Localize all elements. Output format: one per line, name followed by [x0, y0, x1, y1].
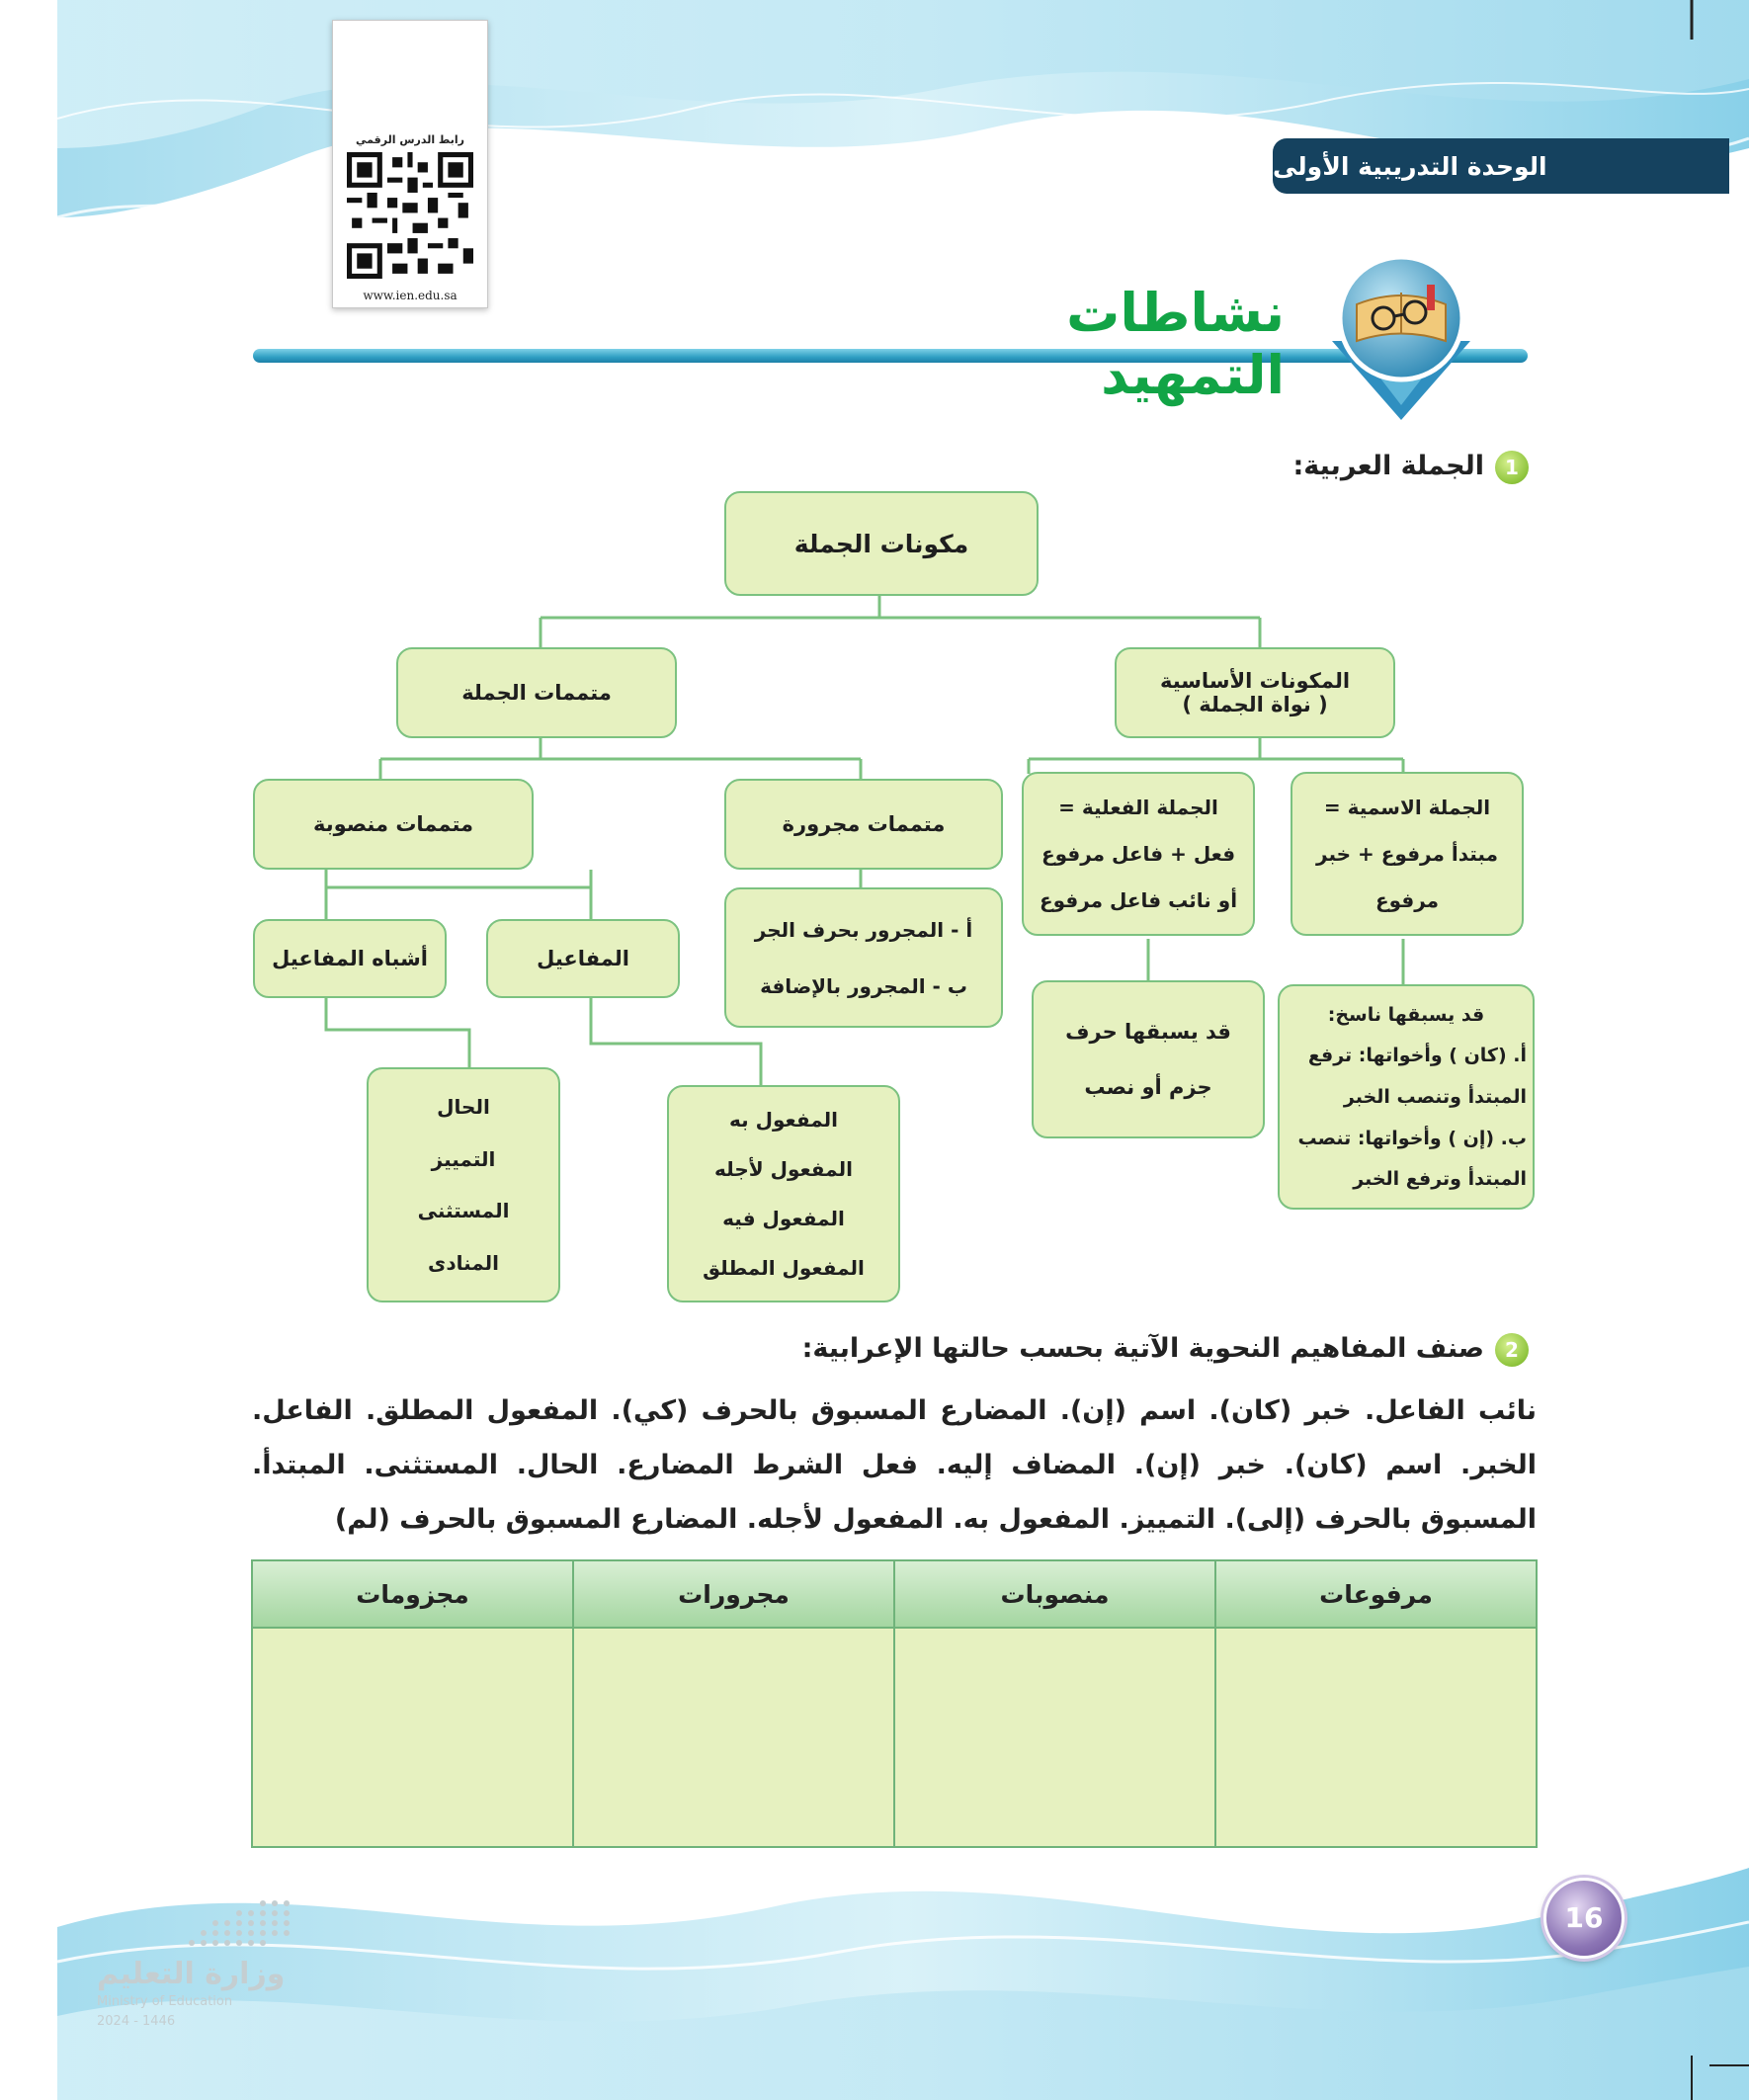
qr-url[interactable]: www.ien.edu.sa [363, 289, 458, 302]
nominal-line3: مرفوع [1374, 888, 1440, 913]
accusative-label: متممات منصوبة [312, 812, 474, 836]
verbal-note-line2: جزم أو نصب [1084, 1075, 1212, 1099]
ministry-logo [97, 1895, 294, 2034]
node-verbal-note [1032, 980, 1265, 1138]
nominal-note-line4: ب. (إن ) وأخواتها: تنصب [1297, 1127, 1527, 1149]
section2-number: 2 [1495, 1333, 1529, 1367]
qr-caption: رابط الدرس الرقمي [356, 133, 464, 146]
section2-heading: صنف المفاهيم النحوية الآتية بحسب حالتها الإعرابية: [801, 1333, 1484, 1364]
qr-code-icon[interactable] [347, 152, 473, 279]
basic-line2: ( نواة الجملة ) [1182, 693, 1328, 716]
quasi-objects-label: أشباه المفاعيل [272, 947, 428, 970]
ministry-year: 2024 - 1446 [97, 2014, 176, 2029]
quasi-item-3: المستثنى [417, 1199, 510, 1223]
node-nominal-sentence [1291, 772, 1524, 936]
verbal-note-line1: قد يسبقها حرف [1065, 1020, 1231, 1044]
complements-label: متممات الجملة [461, 681, 612, 705]
genitive-item-1: أ - المجرور بحرف الجر [754, 917, 973, 942]
answer-cell-nasb[interactable] [894, 1628, 1215, 1847]
answer-cell-jazm[interactable] [252, 1628, 573, 1847]
node-sentence-components [724, 491, 1039, 596]
nominal-note-line2: أ. (كان ) وأخواتها: ترفع [1307, 1045, 1527, 1067]
node-complements [396, 647, 677, 738]
quasi-item-4: المنادى [427, 1250, 500, 1275]
nominal-note-line1: قد يسبقها ناسخ: [1327, 1003, 1485, 1026]
section1-heading: الجملة العربية: [1292, 451, 1484, 481]
section1-number: 1 [1495, 451, 1529, 484]
table-row [252, 1628, 1537, 1847]
verbal-line3: أو نائب فاعل مرفوع [1039, 888, 1238, 913]
nominal-line1: الجملة الاسمية = [1323, 795, 1491, 819]
object-item-4: المفعول المطلق [703, 1256, 865, 1280]
object-item-3: المفعول فيه [722, 1207, 845, 1230]
header-jazm: مجزومات [252, 1560, 573, 1628]
header-raf: مرفوعات [1215, 1560, 1537, 1628]
genitive-label: متممات مجرورة [782, 812, 946, 836]
concepts-paragraph: نائب الفاعل. خبر (كان). اسم (إن). المضارع المسبوق بالحرف (كي). المفعول المطلق. الفاعل. الخبر. اسم (كان). خبر (إن). المضاف إليه. فعل الشرط المضارع. الحال. المستثنى. المبتدأ. المسبوق بالحرف (إلى). التمييز. المفعول به. المفعول لأجله. المضارع المسبوق بالحرف (لم) [252, 1395, 1537, 1535]
basic-line1: المكونات الأساسية [1159, 669, 1351, 693]
node-verbal-sentence [1022, 772, 1255, 936]
header-jarr: مجرورات [573, 1560, 894, 1628]
book-glasses-icon [1312, 247, 1490, 425]
answer-cell-raf[interactable] [1215, 1628, 1537, 1847]
ministry-name-ar: وزارة التعليم [97, 1957, 286, 1991]
ministry-dots-icon [77, 1895, 304, 1955]
object-item-1: المفعول به [729, 1108, 838, 1132]
unit-label: الوحدة التدريبية الأولى [1273, 151, 1547, 181]
answer-cell-jarr[interactable] [573, 1628, 894, 1847]
nominal-note-line5: المبتدأ وترفع الخبر [1353, 1168, 1527, 1191]
verbal-line2: فعل + فاعل مرفوع [1041, 841, 1236, 866]
node-basic-components [1115, 647, 1395, 738]
node-accusative-complements [253, 779, 534, 870]
table-header-row [252, 1560, 1537, 1628]
verbal-line1: الجملة الفعلية = [1058, 795, 1218, 819]
quasi-item-2: التمييز [431, 1146, 496, 1171]
node-objects [486, 919, 680, 998]
nominal-note-line3: المبتدأ وتنصب الخبر [1343, 1085, 1527, 1108]
page-number-badge: 16 [1543, 1878, 1624, 1959]
root-label: مكونات الجملة [793, 529, 969, 558]
node-genitive-complements [724, 779, 1003, 870]
node-objects-list [667, 1085, 900, 1302]
nominal-line2: مبتدأ مرفوع + خبر [1316, 841, 1498, 866]
node-genitive-items [724, 887, 1003, 1028]
objects-label: المفاعيل [537, 947, 629, 970]
classification-table [251, 1559, 1538, 1848]
node-quasi-list [367, 1067, 560, 1302]
node-nominal-note [1278, 984, 1535, 1210]
object-item-2: المفعول لأجله [714, 1157, 853, 1181]
genitive-item-2: ب - المجرور بالإضافة [760, 973, 967, 998]
node-quasi-objects [253, 919, 447, 998]
ministry-name-en: Ministry of Education [97, 1994, 233, 2009]
quasi-item-1: الحال [437, 1095, 490, 1120]
page-title: نشاطات التمهيد [1066, 282, 1285, 406]
qr-card[interactable] [332, 20, 488, 308]
header-nasb: منصوبات [894, 1560, 1215, 1628]
unit-banner [1273, 138, 1729, 194]
